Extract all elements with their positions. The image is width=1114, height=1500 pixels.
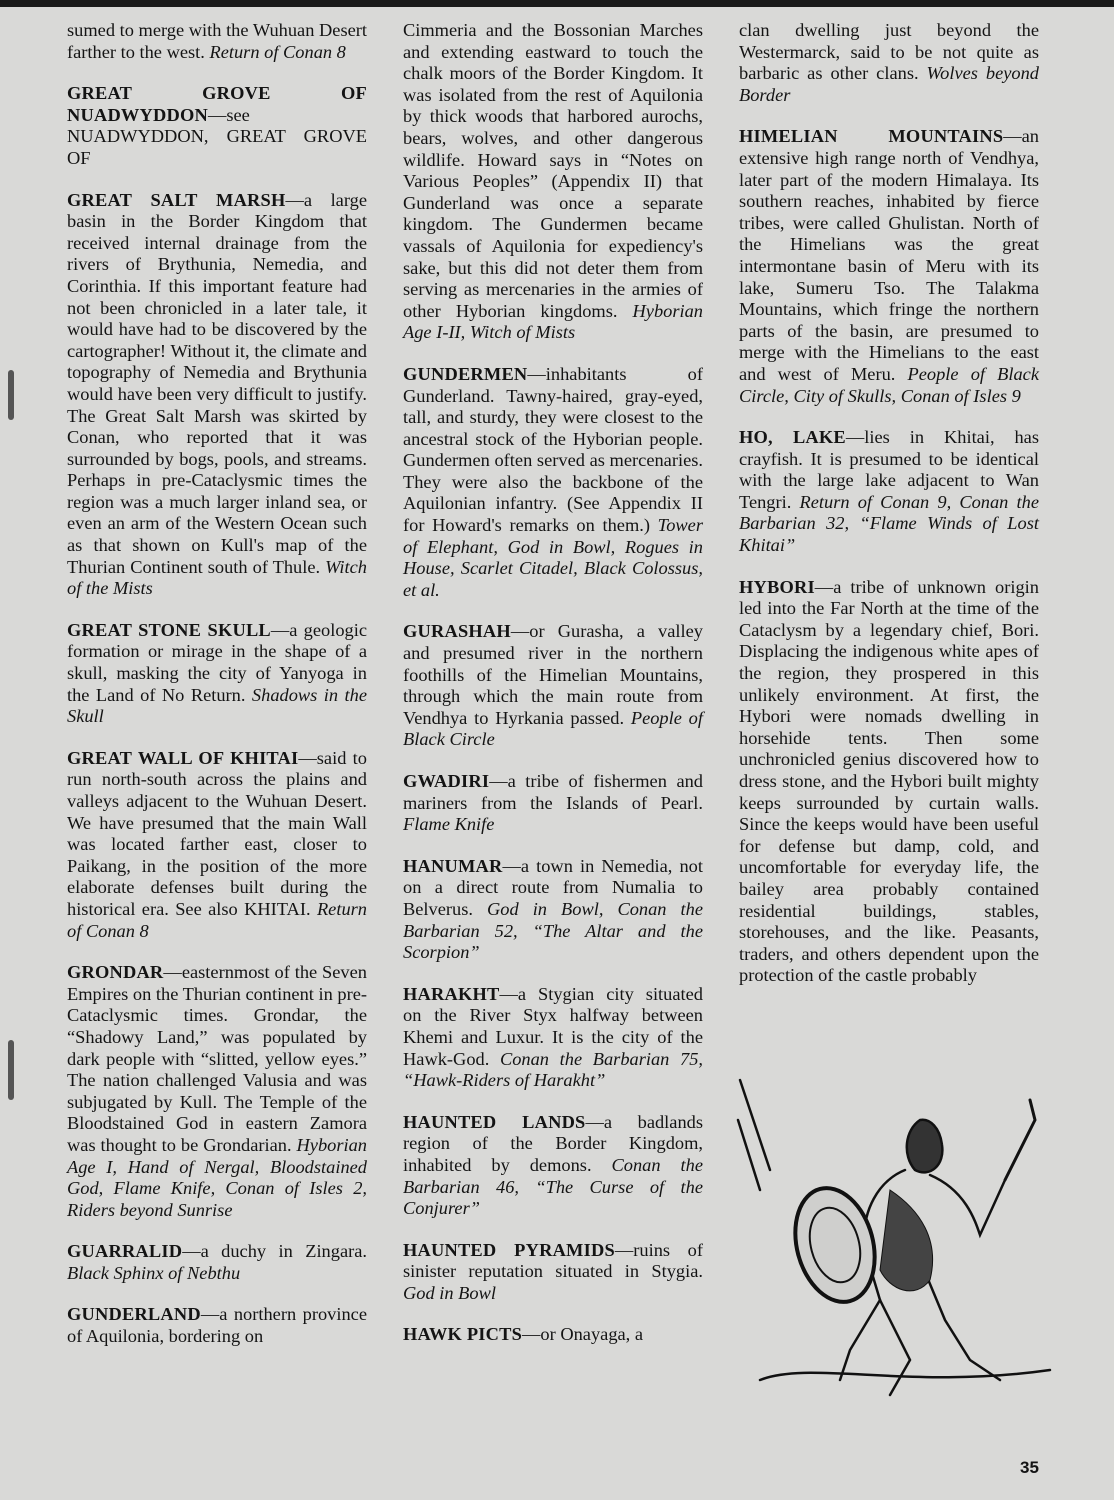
entry-dash: — [499,983,518,1004]
entry-dash: — [614,1239,634,1260]
dictionary-entry [403,621,703,751]
entry-heading: HAUNTED LANDS [403,1111,586,1132]
entry-body: ruins of sinister reputation situated in Stygia. [403,1239,703,1282]
entry-body: easternmost of the Seven Empires on the Thurian continent in pre-Cataclysmic times. Grondar, the “Shadowy Land,” was populated by dark people with “slitted, yellow eyes.” The nation challenged Valusia and was subjugated by Kull. The Temple of the Bloodstained God in eastern Zamora was thought to be Grondarian. [67,962,367,1155]
entry-body: a geologic formation or mirage in the shape of a skull, masking the city of Yanyoga in the Land of No Return. [67,619,367,705]
dictionary-entry [67,20,367,63]
column-1 [67,20,367,1368]
entry-dash: — [489,771,508,791]
entry-references: Conan the Barbarian 75, “Hawk-Riders of Harakht” [403,1048,703,1091]
shield-drawing [783,1179,886,1311]
entry-body: a duchy in Zingara. [200,1241,367,1262]
dictionary-entry [403,20,703,344]
entry-heading: HAWK PICTS [403,1324,523,1345]
entry-heading: GURASHAH [403,621,511,642]
entry-body: a northern province of Aquilonia, bordering on [67,1304,367,1347]
entry-heading: GREAT SALT MARSH [67,189,286,210]
page-top-edge [0,0,1114,7]
entry-references: Tower of Elephant, God in Bowl, Rogues in House, Scarlet Citadel, Black Colossus, et al. [403,515,703,600]
dictionary-entry [403,1112,703,1220]
entry-references: Black Sphinx of Nebthu [67,1262,241,1283]
entry-references: Conan the Barbarian 46, “The Curse of the Conjurer” [403,1154,703,1219]
dictionary-entry [67,748,367,942]
entry-references: Return of Conan 8 [209,41,346,62]
entry-dash: — [585,1111,604,1132]
entry-references: Hyborian Age I-II, Witch of Mists [403,300,703,343]
entry-dash: — [200,1304,220,1325]
dictionary-entry [739,577,1039,987]
entry-dash: — [814,576,834,597]
entry-heading: GREAT WALL OF KHITAI [67,747,299,768]
entry-references: People of Black Circle [403,707,703,750]
entry-dash: — [522,1324,541,1345]
entry-heading: GWADIRI [403,771,490,791]
dictionary-entry [739,126,1039,407]
dictionary-entry [67,620,367,728]
binding-mark [8,1040,14,1100]
entry-dash: — [527,363,546,384]
dictionary-entry [67,190,367,600]
dictionary-entry [403,1240,703,1305]
entry-body: lies in Khitai, has crayfish. It is presumed to be identical with the large lake adjacent to Wan Tengri. [739,427,1040,512]
entry-body: said to run north-south across the plains and valleys adjacent to the Wuhuan Desert. We have presumed that the main Wall was located farther east, closer to Paikang, in the position of the more elaborate defenses built during the historical era. See also KHITAI. [67,747,367,919]
entry-references: Flame Knife [403,814,495,835]
entry-body: or Onayaga, a [540,1324,644,1345]
entry-references: Wolves beyond Border [739,63,1040,105]
entry-body: Cimmeria and the Bossonian Marches and extending eastward to touch the chalk moors of the Border Kingdom. It was isolated from the rest of Aquilonia by thick woods that harbored aurochs, bears, wolves, and other dangerous wildlife. Howard says in “Notes on Various Peoples” (Appendix II) that Gunderland was once a separate kingdom. The Gundermen became vassals of Aquilonia for expediency's sake, but this did not deter them from serving as mercenaries in the armies of other Hyborian kingdoms. [403,20,703,321]
dictionary-entry [403,984,703,1092]
entry-heading: HARAKHT [403,983,500,1004]
entry-heading: HAUNTED PYRAMIDS [403,1239,615,1260]
entry-dash: — [510,621,530,642]
entry-body: inhabitants of Gunderland. Tawny-haired, gray-eyed, tall, and sturdy, they were closest to the ancestral stock of the Hyborian people. Gundermen often served as mercenaries. They were also the backbone of the Aquilonian infantry. (See Appendix II for Howard's remarks on them.) [403,363,703,536]
entry-body: clan dwelling just beyond the Westermarck, said to be not quite as barbaric as other clans. [739,20,1039,84]
entry-heading: HIMELIAN MOUNTAINS [739,126,1004,147]
dictionary-entry [67,962,367,1221]
entry-dash: — [845,427,865,448]
dictionary-entry [739,20,1039,106]
entry-body: an extensive high range north of Vendhya, later part of the modern Himalaya. Its southern reaches, inhabited by fierce tribes, were called Ghulistan. North of the Himelians was the great intermontane basin of Meru with its lake, Sumeru Tso. The Talakma Mountains, which fringe the northern parts of the basin, are presumed to merge with the Himelians to the east and west of Meru. [739,126,1039,384]
entry-heading: HO, LAKE [739,427,846,448]
entry-body: or Gurasha, a valley and presumed river in the northern foothills of the Himelian Mountains, through which the main route from Vendhya to Hyrkania passed. [403,621,703,728]
entry-body: a badlands region of the Border Kingdom, inhabited by demons. [403,1111,703,1175]
entry-dash: — [182,1241,201,1262]
entry-body: a town in Nemedia, not on a direct route from Numalia to Belverus. [403,855,703,919]
entry-heading: GRONDAR [67,962,164,983]
entry-dash: — [163,962,182,983]
entry-dash: — [207,104,227,125]
entry-dash: — [285,189,304,210]
entry-references: Witch of the Mists [67,556,367,599]
dictionary-entry [67,83,367,169]
entry-dash: — [298,747,317,768]
entry-references: God in Bowl [403,1282,496,1303]
entry-body: a Stygian city situated on the River Styx halfway between Khemi and Luxur. It is the city of the Hawk-God. [403,983,703,1069]
entry-body: a tribe of fishermen and mariners from the Islands of Pearl. [403,771,703,813]
entry-dash: — [502,855,521,876]
dictionary-entry [403,771,703,836]
entry-body: see NUADWYDDON, GREAT GROVE OF [67,104,367,168]
entry-body: a tribe of unknown origin led into the Far North at the time of the Cataclysm by a legendary chief, Bori. Displacing the indigenous white apes of the region, they prospered in this unlikely environment. At first, the Hybori were nomads dwelling in horsehide tents. Then some unchronicled genius discovered how to dress stone, and the Hybori built mighty keeps surrounded by curtain walls. Since the keeps would have been useful for defense but damp, cold, and uncomfortable for everyday life, the bailey area probably contained residential buildings, stables, storehouses, and the like. Peasants, traders, and others dependent upon the protection of the castle probably [739,576,1039,986]
column-3 [739,20,1039,1007]
entry-heading: GREAT STONE SKULL [67,619,271,640]
entry-heading: GUNDERLAND [67,1304,201,1325]
dictionary-entry [403,1324,703,1346]
entry-references: God in Bowl, Conan the Barbarian 52, “The Altar and the Scorpion” [403,898,703,963]
dictionary-entry [67,1304,367,1347]
entry-dash: — [270,619,290,640]
entry-heading: GUARRALID [67,1241,183,1262]
entry-heading: GUNDERMEN [403,363,528,384]
entry-body: sumed to merge with the Wuhuan Desert farther to the west. [67,20,367,62]
entry-body: a large basin in the Border Kingdom that received internal drainage from the rivers of Brythunia, Nemedia, and Corinthia. If this important feature had not been chronicled in a later tale, it would have had to be discovered by the cartographer! Without it, the climate and topography of Nemedia and Brythunia would have been very difficult to justify. The Great Salt Marsh was skirted by Conan, who reported that it was surrounded by bogs, pools, and streams. Perhaps in pre-Cataclysmic times the region was a much larger inland sea, or even an arm of the Western Ocean such as that shown on Kull's map of the Thurian Continent south of Thule. [67,189,367,577]
column-2 [403,20,703,1366]
entry-references: Return of Conan 9, Conan the Barbarian 32, “Flame Winds of Lost Khitai” [739,491,1040,556]
entry-references: Return of Conan 8 [67,898,367,941]
dictionary-entry [403,364,703,602]
entry-references: Hyborian Age I, Hand of Nergal, Bloodstained God, Flame Knife, Conan of Isles 2, Riders beyond Sunrise [67,1134,367,1220]
entry-heading: GREAT GROVE OF NUADWYDDON [67,83,367,125]
barbarian-illustration [730,1060,1060,1410]
dictionary-entry [739,427,1039,557]
dictionary-entry [403,856,703,964]
entry-dash: — [1003,126,1022,147]
entry-references: People of Black Circle, City of Skulls, Conan of Isles 9 [739,363,1039,406]
page-number: 35 [1020,1458,1039,1477]
entry-heading: HYBORI [739,576,815,597]
entry-references: Shadows in the Skull [67,684,367,727]
binding-mark [8,370,14,420]
dictionary-entry [67,1241,367,1284]
entry-heading: HANUMAR [403,855,503,876]
